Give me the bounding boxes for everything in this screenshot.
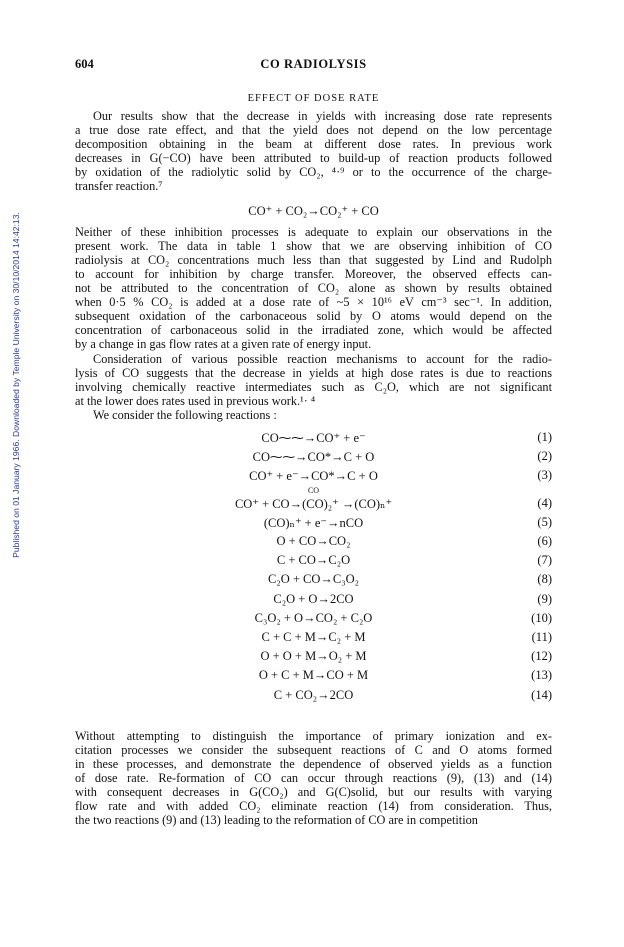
reaction-row xyxy=(75,592,552,609)
charge-transfer-equation: CO⁺ + CO₂→CO₂⁺ + CO xyxy=(248,204,379,218)
text-line: transfer reaction.⁷ xyxy=(75,179,163,193)
reaction-equation: CO⁺ + e⁻→CO*→C + O xyxy=(249,469,378,484)
reaction-number: (2) xyxy=(537,449,552,464)
text-line: radiolysis at CO₂ concentrations much less than that suggested by Lind and Rudolph xyxy=(75,253,552,267)
reaction-equation: C₂O + O→2CO xyxy=(273,591,354,606)
reaction-number: (1) xyxy=(537,430,552,444)
reaction-row xyxy=(75,515,552,532)
paragraph-mechanisms xyxy=(75,352,552,408)
reaction-equation: (CO)ₙ⁺ + e⁻→nCO xyxy=(263,515,364,530)
text-line: to account for inhibition by charge transfer. Moreover, the observed effects can- xyxy=(75,267,552,281)
page-header xyxy=(75,57,552,73)
reaction-row xyxy=(75,572,552,589)
text-line: Neither of these inhibition processes is adequate to explain our observations in the xyxy=(75,225,552,239)
page-number: 604 xyxy=(75,57,94,71)
reaction-number: (11) xyxy=(531,630,552,644)
reaction-number: (4) xyxy=(537,495,552,510)
reaction-row xyxy=(75,649,552,666)
text-line: decreases in G(−CO) have been attributed to build-up of reaction products followed xyxy=(75,151,552,165)
section-heading: EFFECT OF DOSE RATE xyxy=(247,93,380,104)
text-line: subsequent oxidation of the carbonaceous solid by O atoms would depend on the xyxy=(75,309,552,323)
reaction-equation: C + CO₂→2CO xyxy=(273,687,354,702)
reaction-row xyxy=(75,430,552,447)
text-line: the two reactions (9) and (13) leading to the reformation of CO are in competition xyxy=(75,813,478,827)
text-line: flow rate and with added CO₂ eliminate reaction (14) from consideration. Thus, xyxy=(75,799,552,813)
text-line: involving chemically reactive intermediates such as C₂O, which are not significant xyxy=(75,380,552,394)
text-line: by a change in gas flow rates at a given rate of energy input. xyxy=(75,337,372,351)
reaction-equation: C₃O₂ + O→CO₂ + C₂O xyxy=(254,610,373,625)
reaction-equation: O + C + M→CO + M xyxy=(258,668,369,683)
reaction-number: (3) xyxy=(537,468,552,483)
reaction-number: (7) xyxy=(537,553,552,568)
reaction-number: (12) xyxy=(531,649,552,664)
running-title: CO RADIOLYSIS xyxy=(260,57,367,71)
reaction-equation: CO⁓⁓→CO⁺ + e⁻ xyxy=(261,431,366,445)
reaction-equation: C₂O + CO→C₃O₂ xyxy=(268,572,359,587)
reaction-number: (9) xyxy=(537,591,552,606)
text-line: decomposition obtaining in the beam at different dose rates. In previous work xyxy=(75,137,552,151)
reaction-equation: CO⁺ + CO→(CO)₂⁺ →(CO)ₙ⁺ xyxy=(234,496,393,511)
text-line: by oxidation of the radiolytic solid by CO₂, ⁴·⁹ or to the occurrence of the charge- xyxy=(75,165,552,179)
reaction-row xyxy=(75,534,552,551)
reaction-equation: O + CO→CO₂ xyxy=(276,534,351,548)
reaction-row xyxy=(75,630,552,647)
reaction-row xyxy=(75,449,552,466)
text-line: when 0·5 % CO₂ is added at a dose rate of ~5 × 10¹⁶ eV cm⁻³ sec⁻¹. In addition, xyxy=(75,295,552,309)
reaction-equation: C + C + M→C₂ + M xyxy=(261,630,366,644)
paragraph-dose-rate-effect xyxy=(75,109,552,193)
reactions-intro-text: We consider the following reactions : xyxy=(93,408,277,422)
text-line: citation processes we consider the subsequent reactions of C and O atoms formed xyxy=(75,743,552,757)
reaction-equation: C + CO→C₂O xyxy=(276,553,351,568)
text-line: Our results show that the decrease in yields with increasing dose rate represents xyxy=(93,109,552,123)
text-line: present work. The data in table 1 show that we are observing inhibition of CO xyxy=(75,239,552,253)
reactions-intro xyxy=(75,408,552,422)
reaction-row xyxy=(75,611,552,628)
text-line: of dose rate. Re-formation of CO can occur through reactions (9), (13) and (14) xyxy=(75,771,552,785)
text-line: Consideration of various possible reaction mechanisms to account for the radio- xyxy=(93,352,552,366)
reaction-number: (5) xyxy=(537,514,552,529)
text-line: in these processes, and demonstrate the dependence of observed yields as a function xyxy=(75,757,552,771)
reaction-number: (13) xyxy=(531,668,552,683)
reaction-number: (14) xyxy=(531,687,552,702)
reaction-row xyxy=(75,688,552,705)
reaction-row xyxy=(75,668,552,685)
text-line: at the lower does rates used in previous work.¹· ⁴ xyxy=(75,394,316,408)
text-line: concentration of carbonaceous solid in the irradiated zone, which would be affected xyxy=(75,323,552,337)
paragraph-competition xyxy=(75,729,552,827)
reaction-number: (8) xyxy=(537,572,552,587)
text-line: with consequent decreases in G(CO₂) and G(C)solid, but our results with varying xyxy=(75,785,552,799)
reaction-equation: CO⁓⁓→CO*→C + O xyxy=(252,450,375,465)
paragraph-inhibition xyxy=(75,225,552,351)
reaction-number: (6) xyxy=(537,534,552,548)
text-line: lysis of CO suggests that the decrease in yields at high dose rates is due to reactions xyxy=(75,366,552,380)
text-line: Without attempting to distinguish the importance of primary ionization and ex- xyxy=(75,729,552,743)
text-line: not be attributed to the concentration of CO₂ alone as shown by results obtained xyxy=(75,281,552,295)
reaction-row xyxy=(75,553,552,570)
reaction-arrow-label: CO xyxy=(307,485,320,495)
download-watermark xyxy=(8,175,24,595)
text-line: a true dose rate effect, and that the yield does not depend on the low percentage xyxy=(75,123,552,137)
reaction-number: (10) xyxy=(531,610,552,625)
watermark-text: Published on 01 January 1966. Downloaded by Temple University on 30/10/2014 14:42:13. xyxy=(11,212,21,558)
reaction-row xyxy=(75,468,552,485)
reaction-row xyxy=(75,485,552,513)
reaction-equation: O + O + M→O₂ + M xyxy=(260,649,367,664)
